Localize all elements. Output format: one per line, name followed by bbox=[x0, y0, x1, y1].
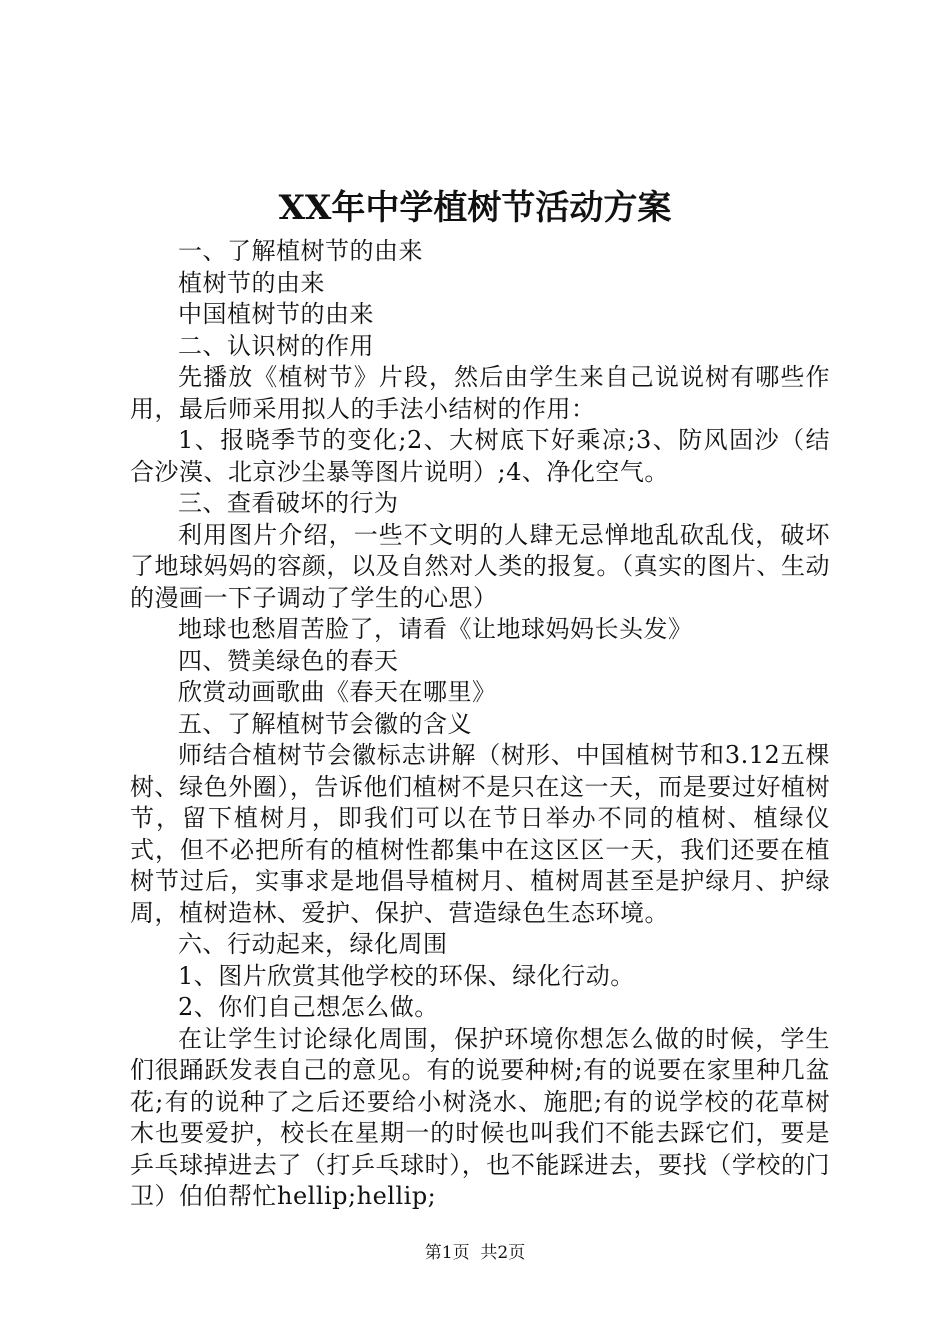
paragraph: 三、查看破坏的行为 bbox=[178, 489, 399, 517]
paragraph: 六、行动起来，绿化周围 bbox=[178, 930, 448, 958]
paragraph: 一、了解植树节的由来 bbox=[178, 237, 423, 265]
paragraph: 植树节的由来 bbox=[178, 268, 325, 297]
page-number: 第1页 bbox=[424, 1243, 470, 1263]
paragraph: 五、了解植树节会徽的含义 bbox=[178, 709, 472, 738]
paragraph: 在让学生讨论绿化周围，保护环境你想怎么做的时候，学生们很踊跃发表自己的意见。有的说要种树;有的说要在家里种几盆花;有的说种了之后还要给小树浇水、施肥;有的说学校的花草树木也要爱护，校长在星期一的时候也叫我们不能去踩它们，要是乒乓球掉进去了（打乒乓球时），也不能踩进去，要找（学校的门卫）伯伯帮忙hellip;hellip; bbox=[130, 1024, 830, 1210]
paragraph: 中国植树节的由来 bbox=[178, 300, 374, 328]
paragraph: 1、图片欣赏其他学校的环保、绿化行动。 bbox=[178, 961, 635, 990]
paragraph: 2、你们自己想怎么做。 bbox=[178, 993, 439, 1021]
document-body bbox=[130, 236, 830, 1213]
page-total: 共2页 bbox=[480, 1243, 526, 1263]
paragraph: 师结合植树节会徽标志讲解（树形、中国植树节和3.12五棵树、绿色外圈），告诉他们植树不是只在这一天，而是要过好植树节，留下植树月，即我们可以在节日举办不同的植树、植绿仪式，但不必把所有的植树性都集中在这区区一天，我们还要在植树节过后，实事求是地倡导植树月、植树周甚至是护绿月、护绿周，植树造林、爱护、保护、营造绿色生态环境。 bbox=[130, 741, 830, 927]
paragraph: 利用图片介绍，一些不文明的人肆无忌惮地乱砍乱伐，破坏了地球妈妈的容颜，以及自然对人类的报复。（真实的图片、生动的漫画一下子调动了学生的心思） bbox=[130, 520, 830, 612]
paragraph: 二、认识树的作用 bbox=[178, 331, 374, 360]
paragraph: 四、赞美绿色的春天 bbox=[178, 646, 399, 675]
paragraph: 1、报晓季节的变化;2、大树底下好乘凉;3、防风固沙（结合沙漠、北京沙尘暴等图片说明）;4、净化空气。 bbox=[130, 426, 830, 486]
document-title: XX年中学植树节活动方案 bbox=[278, 188, 672, 228]
paragraph: 欣赏动画歌曲《春天在哪里》 bbox=[178, 678, 497, 706]
page-footer bbox=[0, 1242, 950, 1264]
paragraph: 先播放《植树节》片段，然后由学生来自己说说树有哪些作用，最后师采用拟人的手法小结树的作用： bbox=[130, 363, 830, 423]
paragraph: 地球也愁眉苦脸了，请看《让地球妈妈长头发》 bbox=[178, 615, 693, 643]
